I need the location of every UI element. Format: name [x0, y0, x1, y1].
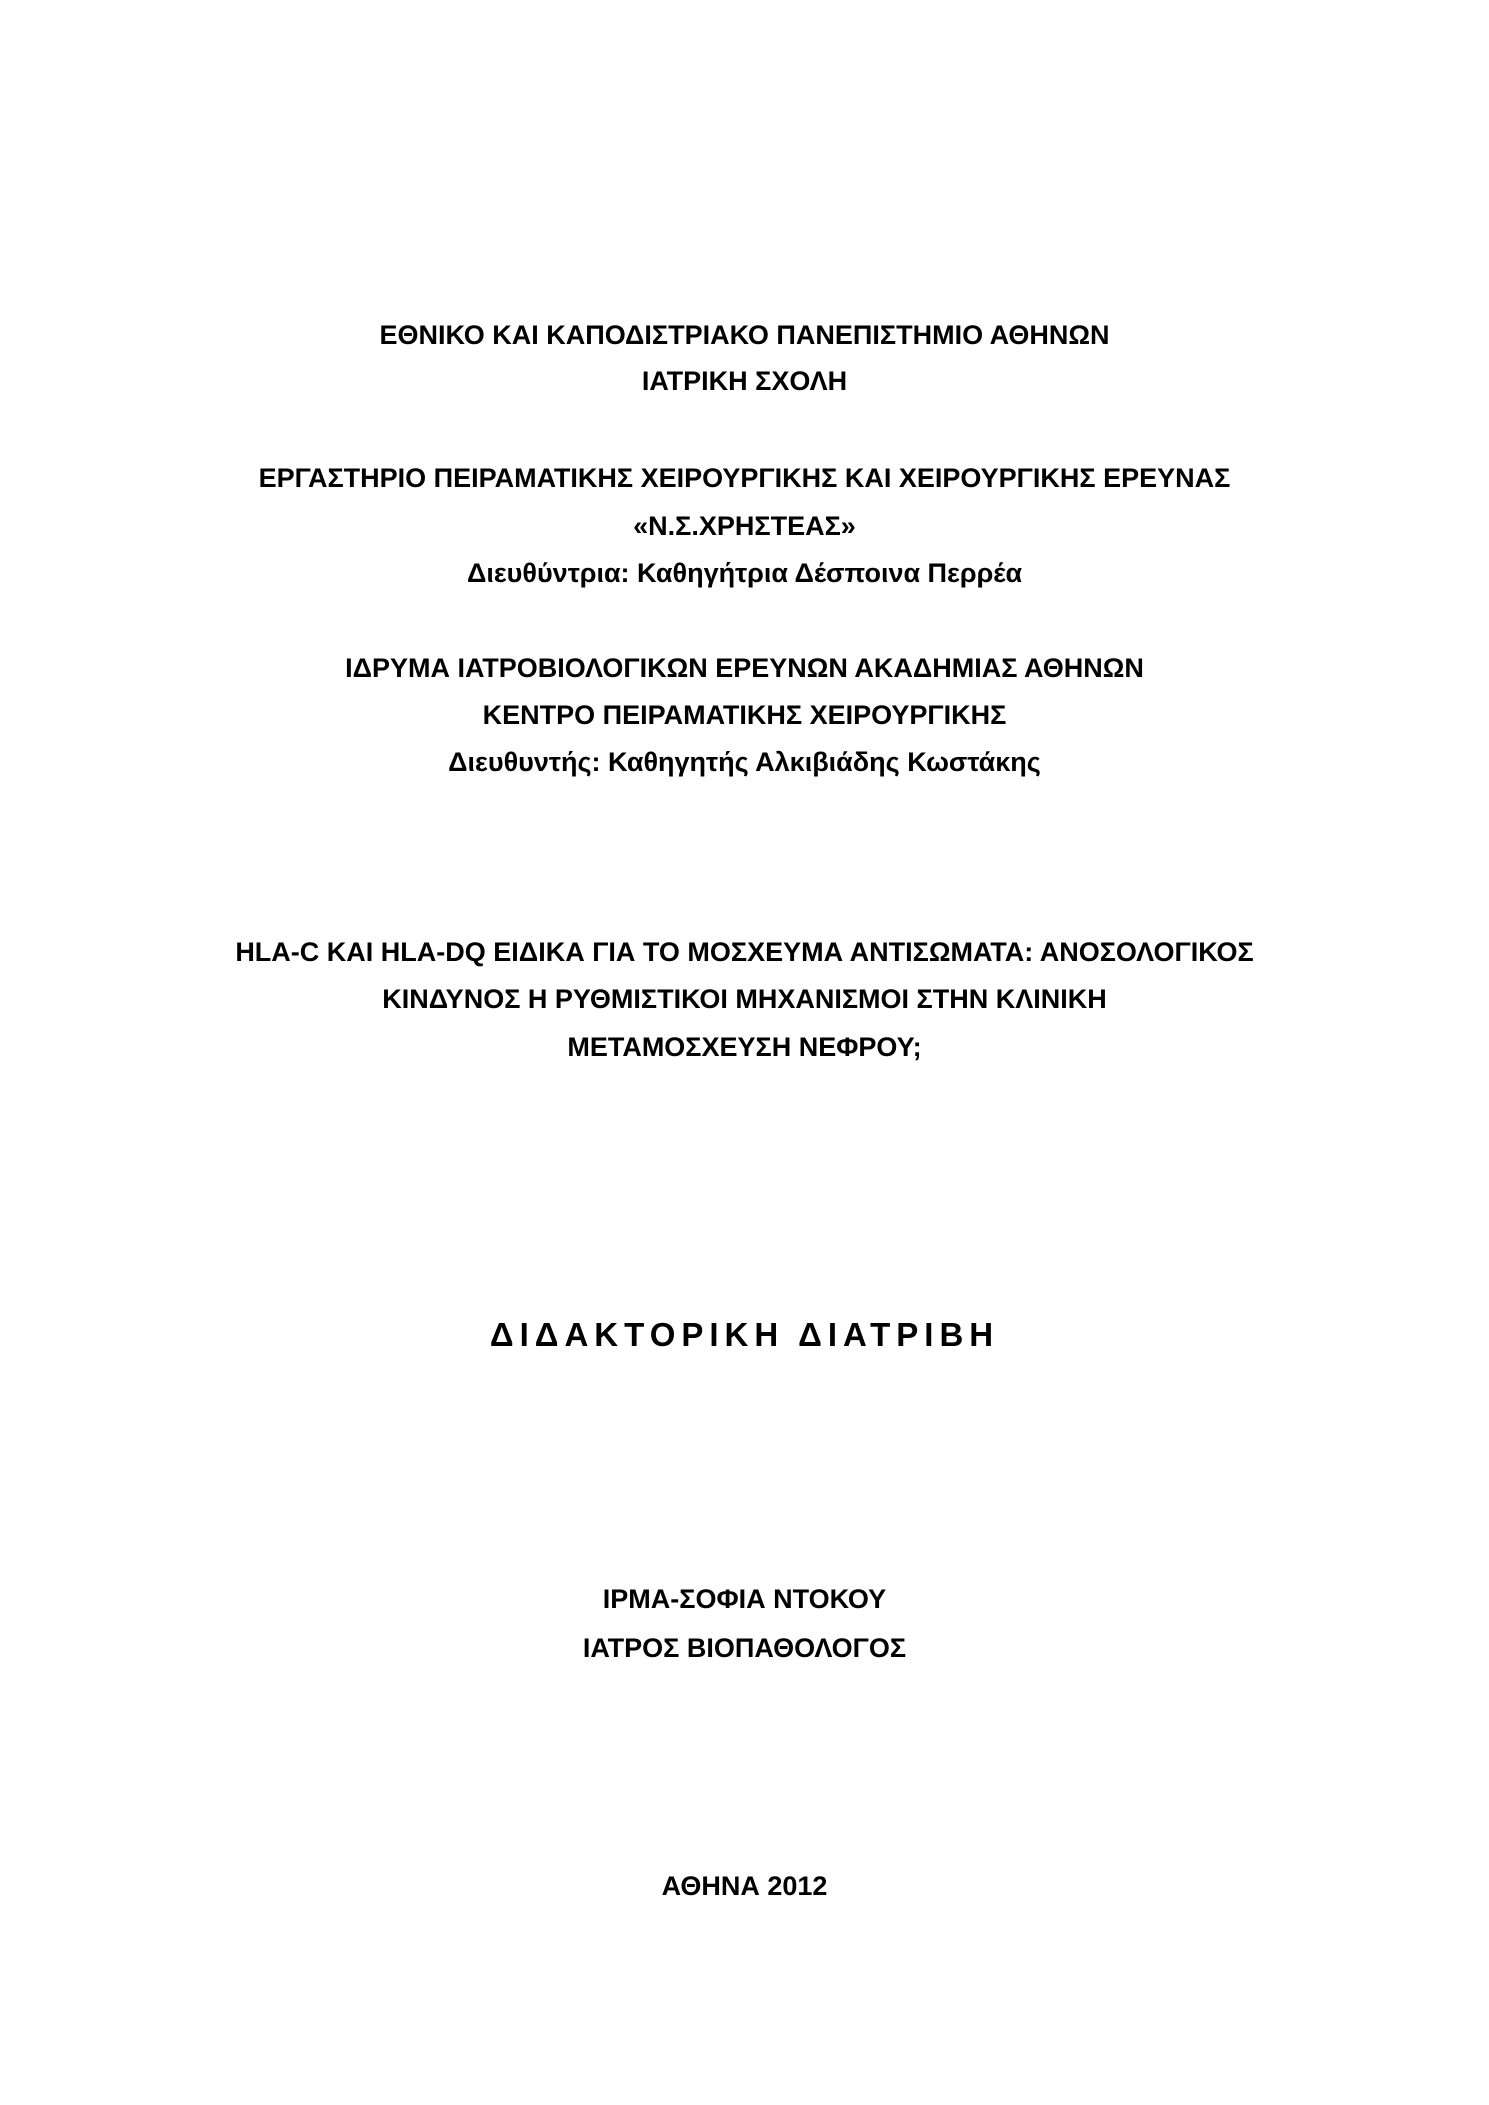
- author-name: ΙΡΜΑ-ΣΟΦΙΑ ΝΤΟΚΟΥ: [602, 1584, 887, 1614]
- laboratory-name: ΕΡΓΑΣΤΗΡΙΟ ΠΕΙΡΑΜΑΤΙΚΗΣ ΧΕΙΡΟΥΡΓΙΚΗΣ ΚΑΙ ΧΕΙΡΟΥΡΓΙΚΗΣ ΕΡΕΥΝΑΣ: [258, 463, 1231, 493]
- foundation-name: ΙΔΡΥΜΑ ΙΑΤΡΟΒΙΟΛΟΓΙΚΩΝ ΕΡΕΥΝΩΝ ΑΚΑΔΗΜΙΑΣ ΑΘΗΝΩΝ: [345, 653, 1144, 683]
- thesis-title-line-2: ΚΙΝΔΥΝΟΣ Η ΡΥΘΜΙΣΤΙΚΟΙ ΜΗΧΑΝΙΣΜΟΙ ΣΤΗΝ ΚΛΙΝΙΚΗ: [382, 984, 1107, 1014]
- foundation-center: ΚΕΝΤΡΟ ΠΕΙΡΑΜΑΤΙΚΗΣ ΧΕΙΡΟΥΡΓΙΚΗΣ: [482, 700, 1007, 730]
- foundation-director: Διευθυντής: Καθηγητής Αλκιβιάδης Κωστάκης: [448, 747, 1041, 777]
- laboratory-director: Διευθύντρια: Καθηγήτρια Δέσποινα Περρέα: [466, 558, 1023, 588]
- university-name: ΕΘΝΙΚΟ ΚΑΙ ΚΑΠΟΔΙΣΤΡΙΑΚΟ ΠΑΝΕΠΙΣΤΗΜΙΟ ΑΘΗΝΩΝ: [379, 320, 1110, 350]
- thesis-type: ΔΙΔΑΚΤΟΡΙΚΗ ΔΙΑΤΡΙΒΗ: [489, 1316, 1000, 1353]
- laboratory-subname: «Ν.Σ.ΧΡΗΣΤΕΑΣ»: [633, 511, 856, 541]
- school-name: ΙΑΤΡΙΚΗ ΣΧΟΛΗ: [641, 366, 848, 396]
- place-and-year: ΑΘΗΝΑ 2012: [661, 1871, 828, 1901]
- author-profession: ΙΑΤΡΟΣ ΒΙΟΠΑΘΟΛΟΓΟΣ: [582, 1633, 907, 1663]
- thesis-title-line-1: HLA-C ΚΑΙ HLA-DQ ΕΙΔΙΚΑ ΓΙΑ ΤΟ ΜΟΣΧΕΥΜΑ ΑΝΤΙΣΩΜΑΤΑ: ΑΝΟΣΟΛΟΓΙΚΟΣ: [235, 937, 1254, 967]
- thesis-title-line-3: ΜΕΤΑΜΟΣΧΕΥΣΗ ΝΕΦΡΟΥ;: [567, 1032, 922, 1062]
